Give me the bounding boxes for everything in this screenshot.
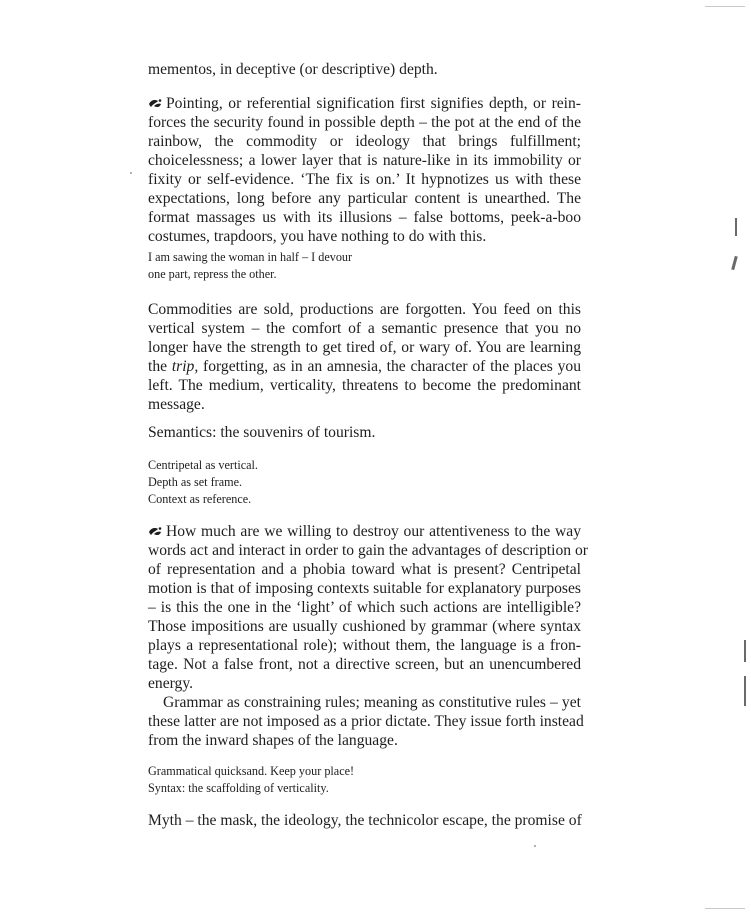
list-2-item: Syntax: the scaffolding of verticality. — [148, 781, 329, 795]
scan-speck — [130, 172, 132, 174]
quote-1-line: one part, repress the other. — [148, 267, 277, 281]
paragraph-5-line — [148, 522, 581, 541]
list-2-item: Grammatical quicksand. Keep your place! — [148, 764, 355, 778]
paragraph-3-prefix: the — [148, 358, 168, 375]
scan-edge-mark — [744, 640, 746, 662]
paragraph-6-line: these latter are not imposed as a prior dictate. They issue forth instead — [148, 713, 584, 730]
paragraph-2-line: choicelessness; a lower layer that is nature-like in its immobility or — [148, 152, 581, 169]
paragraph-5-line: of representation and a phobia toward what is present? Centripetal — [148, 561, 581, 578]
paragraph-3-text: forgetting, as in an amnesia, the character of the places you — [203, 358, 581, 375]
paragraph-5-line: energy. — [148, 675, 194, 692]
scan-corner-rule — [705, 908, 745, 909]
paragraph-2-line: costumes, trapdoors, you have nothing to do with this. — [148, 228, 487, 245]
paragraph-2-line: format massages us with its illusions – false bottoms, peek-a-boo — [148, 209, 581, 226]
scan-corner-rule — [705, 6, 745, 7]
list-1-item: Centripetal as vertical. — [148, 458, 258, 472]
paragraph-5-line: – is this the one in the ‘light’ of which such actions are intelligible? — [148, 599, 581, 616]
paragraph-7-line: Myth – the mask, the ideology, the technicolor escape, the promise of — [148, 812, 582, 829]
paragraph-3-line: vertical system – the comfort of a semantic presence that you no — [148, 320, 581, 337]
paragraph-3-line: message. — [148, 396, 205, 413]
paragraph-2-line: forces the security found in possible depth – the pot at the end of the — [148, 114, 581, 131]
scan-edge-mark — [744, 676, 746, 706]
paragraph-5-line: plays a representational role); without them, the language is a fron- — [148, 637, 581, 654]
paragraph-2-line: rainbow, the commodity or ideology that brings fulfillment; — [148, 133, 581, 150]
paragraph-5-line: tage. Not a false front, not a directive screen, but an unencumbered — [148, 656, 581, 673]
paragraph-5-line: words act and interact in order to gain the advantages of description or — [148, 542, 588, 559]
paragraph-5-text: How much are we willing to destroy our attentiveness to the way — [166, 523, 581, 540]
paragraph-2-line — [148, 94, 581, 113]
paragraph-6-line: Grammar as constraining rules; meaning as constitutive rules – yet — [163, 694, 581, 711]
paragraph-5-line: Those impositions are usually cushioned by grammar (where syntax — [148, 618, 581, 635]
paragraph-5-line: motion is that of imposing contexts suitable for explanatory purposes — [148, 580, 581, 597]
paragraph-2-line: expectations, long before any particular content is unearthed. The — [148, 190, 581, 207]
paragraph-3-line — [148, 357, 581, 376]
paragraph-4-line: Semantics: the souvenirs of tourism. — [148, 424, 376, 441]
list-1-item: Context as reference. — [148, 492, 252, 506]
scan-edge-mark — [735, 218, 737, 236]
quote-1-line: I am sawing the woman in half – I devour — [148, 250, 353, 264]
italic-word-trip: trip, — [171, 358, 199, 375]
paragraph-6-line: from the inward shapes of the language. — [148, 732, 398, 749]
paragraph-1-line: mementos, in deceptive (or descriptive) depth. — [148, 61, 438, 78]
leaf-ornament-icon — [148, 526, 162, 537]
list-1-item: Depth as set frame. — [148, 475, 243, 489]
paragraph-3-line: Commodities are sold, productions are forgotten. You feed on this — [148, 301, 581, 318]
paragraph-2-text: Pointing, or referential signification first signifies depth, or rein- — [166, 95, 581, 112]
scan-edge-mark — [731, 256, 738, 270]
paragraph-2-line: fixity or self-evidence. ‘The fix is on.’ It hypnotizes us with these — [148, 171, 581, 188]
leaf-ornament-icon — [148, 98, 162, 109]
paragraph-3-line: longer have the strength to get tired of, or wary of. You are learning — [148, 339, 581, 356]
scan-speck — [534, 845, 536, 847]
paragraph-3-line: left. The medium, verticality, threatens to become the predominant — [148, 377, 581, 394]
